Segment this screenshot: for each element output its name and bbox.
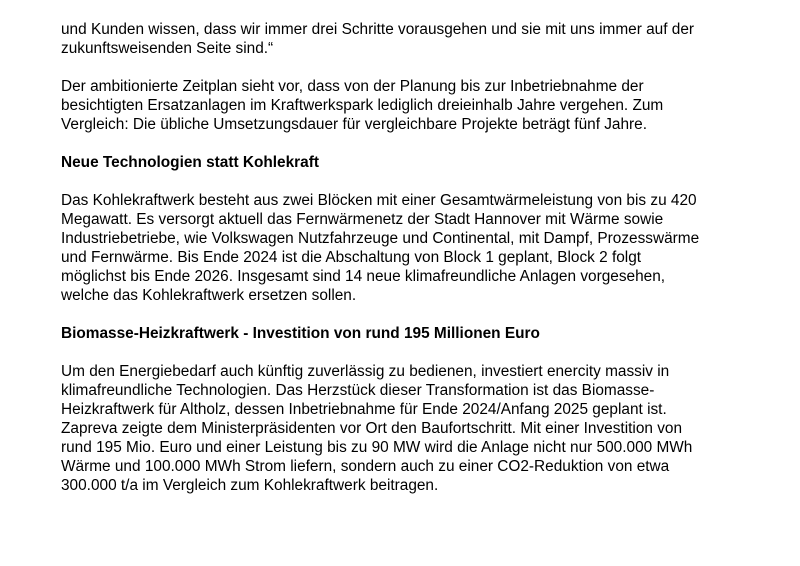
heading-biomass-plant: Biomasse-Heizkraftwerk - Investition von rund 195 Millionen Euro	[61, 325, 540, 342]
paragraph-schedule: Der ambitionierte Zeitplan sieht vor, dass von der Planung bis zur Inbetriebnahme der besichtigten Ersatzanlagen im Kraftwerkspark lediglich dreieinhalb Jahre vergehen. Zum Vergleich: Die übliche Umsetzungsdauer für vergleichbare Projekte beträgt fünf Jahre.	[61, 78, 664, 133]
paragraph-energy-demand: Um den Energiebedarf auch künftig zuverlässig zu bedienen, investiert enercity massiv in klimafreundliche Technologien. Das Herzstück dieser Transformation ist das Biomasse- Heizkraftwerk für Altholz, dessen Inbetriebnahme für Ende 2024/Anfang 2025 geplant ist. Zapreva zeigte dem Ministerpräsidenten vor Ort den Baufortschritt. Mit einer Investition von rund 195 Mio. Euro und einer Leistung bis zu 90 MW wird die Anlage nicht nur 500.000 MWh Wärme und 100.000 MWh Strom liefern, sondern auch zu einer CO2-Reduktion von etwa 300.000 t/a im Vergleich zum Kohlekraftwerk beitragen.	[61, 363, 693, 494]
document-page	[61, 20, 783, 514]
heading-new-technologies: Neue Technologien statt Kohlekraft	[61, 154, 319, 171]
paragraph-coal-plant: Das Kohlekraftwerk besteht aus zwei Blöcken mit einer Gesamtwärmeleistung von bis zu 420 Megawatt. Es versorgt aktuell das Fernwärmenetz der Stadt Hannover mit Wärme sowie Industriebetriebe, wie Volkswagen Nutzfahrzeuge und Continental, mit Dampf, Prozesswärme und Fernwärme. Bis Ende 2024 ist die Abschaltung von Block 1 geplant, Block 2 folgt möglichst bis Ende 2026. Insgesamt sind 14 neue klimafreundliche Anlagen vorgesehen, welche das Kohlekraftwerk ersetzen sollen.	[61, 192, 700, 304]
paragraph-customer-quote-end: und Kunden wissen, dass wir immer drei Schritte vorausgehen und sie mit uns immer auf der zukunftsweisenden Seite sind.“	[61, 21, 695, 57]
